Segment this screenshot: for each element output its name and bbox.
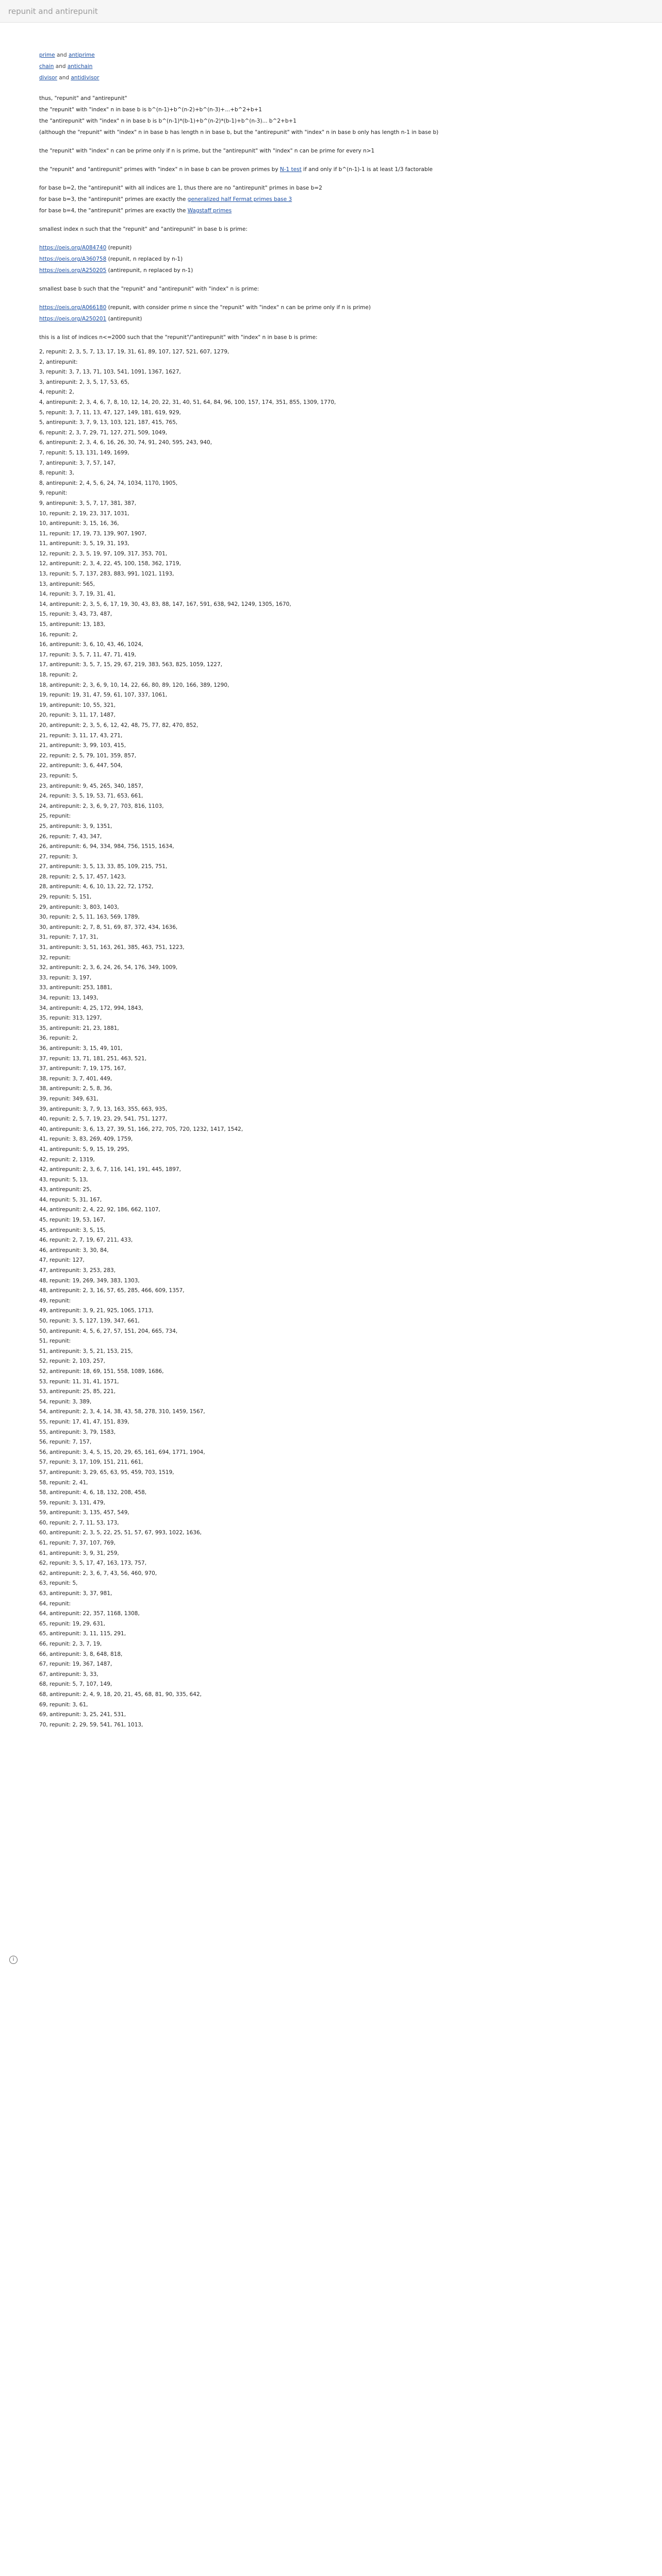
list-item: 16, repunit: 2,	[39, 631, 78, 638]
list-item: 42, repunit: 2, 1319,	[39, 1156, 95, 1163]
list-item: 29, antirepunit: 3, 803, 1403,	[39, 904, 119, 910]
list-item: 44, repunit: 5, 31, 167,	[39, 1196, 102, 1203]
list-item: 31, repunit: 7, 17, 31,	[39, 934, 98, 941]
list-item: 61, antirepunit: 3, 9, 31, 259,	[39, 1550, 119, 1556]
article-body	[39, 23, 632, 1730]
list-item: 29, repunit: 5, 151,	[39, 894, 92, 901]
list-item: 63, repunit: 5,	[39, 1580, 78, 1587]
list-item: 28, antirepunit: 4, 6, 10, 13, 22, 72, 1752,	[39, 884, 154, 890]
list-item: 40, antirepunit: 3, 6, 13, 27, 39, 51, 166, 272, 705, 720, 1232, 1417, 1542,	[39, 1126, 243, 1132]
list-item: 3, repunit: 3, 7, 13, 71, 103, 541, 1091, 1367, 1627,	[39, 369, 181, 376]
pair-line: chain and antichain	[39, 63, 93, 70]
list-item: 34, antirepunit: 4, 25, 172, 994, 1843,	[39, 1005, 143, 1011]
list-item: 8, antirepunit: 2, 4, 5, 6, 24, 74, 1034, 1170, 1905,	[39, 480, 178, 486]
list-item: 24, repunit: 3, 5, 19, 53, 71, 653, 661,	[39, 793, 143, 800]
link-oeis-a360758[interactable]: https://oeis.org/A360758	[39, 256, 107, 262]
list-item: 51, antirepunit: 3, 5, 21, 153, 215,	[39, 1348, 133, 1354]
list-item: 9, repunit:	[39, 490, 68, 497]
list-item: 65, repunit: 19, 29, 631,	[39, 1620, 105, 1627]
prime-note: the "repunit" with "index" n can be prime only if n is prime, but the "antirepunit" with "index" n can be prime for every n>1	[39, 148, 375, 154]
list-item: 53, antirepunit: 25, 85, 221,	[39, 1388, 116, 1395]
list-item: 24, antirepunit: 2, 3, 6, 9, 27, 703, 816, 1103,	[39, 803, 164, 809]
list-item: 4, repunit: 2,	[39, 389, 74, 396]
list-item: 10, antirepunit: 3, 15, 16, 36,	[39, 520, 119, 527]
oeis-line: https://oeis.org/A360758 (repunit, n replaced by n-1)	[39, 256, 183, 262]
list-item: 45, antirepunit: 3, 5, 15,	[39, 1227, 105, 1233]
list-item: 60, antirepunit: 2, 3, 5, 22, 25, 51, 57, 67, 993, 1022, 1636,	[39, 1530, 202, 1536]
list-item: 52, antirepunit: 18, 69, 151, 558, 1089, 1686,	[39, 1368, 164, 1375]
link-antidivisor[interactable]: antidivisor	[71, 75, 100, 81]
list-item: 61, repunit: 7, 37, 107, 769,	[39, 1540, 115, 1547]
list-item: 12, repunit: 2, 3, 5, 19, 97, 109, 317, 353, 701,	[39, 550, 168, 557]
link-half-fermat-primes[interactable]: generalized half Fermat primes base 3	[187, 196, 292, 202]
list-item: 38, antirepunit: 2, 5, 8, 36,	[39, 1086, 112, 1092]
list-item: 6, antirepunit: 2, 3, 4, 6, 16, 26, 30, 74, 91, 240, 595, 243, 940,	[39, 439, 212, 446]
top-bar	[0, 0, 662, 23]
list-item: 13, antirepunit: 565,	[39, 581, 95, 587]
list-item: 7, repunit: 5, 13, 131, 149, 1699,	[39, 449, 129, 456]
list-item: 47, repunit: 127,	[39, 1257, 85, 1264]
link-wagstaff-primes[interactable]: Wagstaff primes	[187, 208, 232, 214]
list-item: 36, antirepunit: 3, 15, 49, 101,	[39, 1045, 123, 1052]
list-item: 50, antirepunit: 4, 5, 6, 27, 57, 151, 204, 665, 734,	[39, 1328, 178, 1334]
list-item: 9, antirepunit: 3, 5, 7, 17, 381, 387,	[39, 500, 137, 506]
oeis-line: https://oeis.org/A250201 (antirepunit)	[39, 316, 142, 322]
list-item: 37, repunit: 13, 71, 181, 251, 463, 521,	[39, 1055, 147, 1062]
list-item: 25, antirepunit: 3, 9, 1351,	[39, 823, 112, 829]
list-item: 41, repunit: 3, 83, 269, 409, 1759,	[39, 1136, 133, 1143]
list-item: 58, repunit: 2, 41,	[39, 1479, 88, 1486]
smallest-index-heading: smallest index n such that the "repunit" and "antirepunit" in base b is prime:	[39, 226, 247, 232]
list-item: 46, repunit: 2, 7, 19, 67, 211, 433,	[39, 1237, 133, 1244]
list-item: 69, antirepunit: 3, 25, 241, 531,	[39, 1711, 126, 1718]
list-item: 59, antirepunit: 3, 135, 457, 549,	[39, 1510, 129, 1516]
list-item: 39, repunit: 349, 631,	[39, 1095, 98, 1102]
list-item: 18, antirepunit: 2, 3, 6, 9, 10, 14, 22, 66, 80, 89, 120, 166, 389, 1290,	[39, 682, 229, 688]
list-item: 41, antirepunit: 5, 9, 15, 19, 295,	[39, 1146, 129, 1153]
list-item: 22, antirepunit: 3, 6, 447, 504,	[39, 762, 123, 769]
list-item: 69, repunit: 3, 61,	[39, 1701, 88, 1708]
link-oeis-a084740[interactable]: https://oeis.org/A084740	[39, 245, 107, 251]
list-item: 70, repunit: 2, 29, 59, 541, 761, 1013,	[39, 1721, 143, 1728]
link-chain[interactable]: chain	[39, 63, 54, 70]
list-item: 42, antirepunit: 2, 3, 6, 7, 116, 141, 191, 445, 1897,	[39, 1166, 181, 1173]
list-item: 48, antirepunit: 2, 3, 16, 57, 65, 285, 466, 609, 1357,	[39, 1287, 185, 1294]
list-heading: this is a list of indices n<=2000 such that the "repunit"/"antirepunit" with "index" n in base b is prime:	[39, 334, 318, 341]
list-item: 15, antirepunit: 13, 183,	[39, 621, 106, 628]
list-item: 17, antirepunit: 3, 5, 7, 15, 29, 67, 219, 383, 563, 825, 1059, 1227,	[39, 662, 223, 668]
list-item: 26, repunit: 7, 43, 347,	[39, 833, 102, 840]
list-item: 66, repunit: 2, 3, 7, 19,	[39, 1641, 102, 1647]
list-item: 32, repunit:	[39, 954, 71, 961]
word-pairs	[39, 49, 632, 83]
link-oeis-a250205[interactable]: https://oeis.org/A250205	[39, 267, 107, 274]
list-item: 22, repunit: 2, 5, 79, 101, 359, 857,	[39, 752, 137, 759]
list-item: 23, repunit: 5,	[39, 772, 78, 779]
list-item: 67, antirepunit: 3, 33,	[39, 1671, 98, 1677]
list-item: 33, antirepunit: 253, 1881,	[39, 985, 112, 991]
list-item: 58, antirepunit: 4, 6, 18, 132, 208, 458,	[39, 1489, 147, 1496]
list-item: 49, antirepunit: 3, 9, 21, 925, 1065, 1713,	[39, 1308, 154, 1314]
list-item: 27, antirepunit: 3, 5, 13, 33, 85, 109, 215, 751,	[39, 863, 168, 870]
list-item: 14, antirepunit: 2, 3, 5, 6, 17, 19, 30, 43, 83, 88, 147, 167, 591, 638, 942, 1249, 1305, 1670,	[39, 601, 291, 607]
prime-index-list	[39, 347, 632, 1730]
link-antichain[interactable]: antichain	[67, 63, 93, 70]
list-item: 40, repunit: 2, 5, 7, 19, 23, 29, 541, 751, 1277,	[39, 1116, 168, 1123]
list-item: 64, repunit:	[39, 1600, 71, 1607]
list-item: 4, antirepunit: 2, 3, 4, 6, 7, 8, 10, 12, 14, 20, 22, 31, 40, 51, 64, 84, 96, 100, 157, 174, 351, 855, 1309, 1770,	[39, 399, 336, 405]
list-item: 52, repunit: 2, 103, 257,	[39, 1358, 105, 1365]
list-item: 36, repunit: 2,	[39, 1035, 78, 1042]
page-title: repunit and antirepunit	[8, 6, 98, 16]
list-item: 5, repunit: 3, 7, 11, 13, 47, 127, 149, 181, 619, 929,	[39, 409, 181, 416]
list-item: 54, repunit: 3, 389,	[39, 1398, 92, 1405]
thus-line: thus, "repunit" and "antirepunit"	[39, 95, 127, 101]
definition-antirepunit: the "antirepunit" with "index" n in base b is b^(n-1)*(b-1)+b^(n-2)*(b-1)+b^(n-3)... b^2+b+1	[39, 118, 297, 124]
list-item: 30, antirepunit: 2, 7, 8, 51, 69, 87, 372, 434, 1636,	[39, 924, 178, 930]
list-item: 35, antirepunit: 21, 23, 1881,	[39, 1025, 119, 1031]
list-item: 64, antirepunit: 22, 357, 1168, 1308,	[39, 1611, 140, 1617]
definition-repunit: the "repunit" with "index" n in base b is b^(n-1)+b^(n-2)+b^(n-3)+...+b^2+b+1	[39, 107, 262, 113]
list-item: 31, antirepunit: 3, 51, 163, 261, 385, 463, 751, 1223,	[39, 944, 185, 951]
list-item: 55, antirepunit: 3, 79, 1583,	[39, 1429, 116, 1435]
oeis-line: https://oeis.org/A066180 (repunit, with consider prime n since the "repunit" with "index" n can be prime only if n is prime)	[39, 304, 371, 311]
list-item: 2, repunit: 2, 3, 5, 7, 13, 17, 19, 31, 61, 89, 107, 127, 521, 607, 1279,	[39, 349, 229, 355]
base3-line: for base b=3, the "antirepunit" primes are exactly the generalized half Fermat primes base 3	[39, 196, 292, 202]
list-item: 39, antirepunit: 3, 7, 9, 13, 163, 355, 663, 935,	[39, 1106, 168, 1112]
link-divisor[interactable]: divisor	[39, 75, 57, 81]
list-item: 7, antirepunit: 3, 7, 57, 147,	[39, 460, 116, 466]
list-item: 15, repunit: 3, 43, 73, 487,	[39, 611, 112, 618]
definition-length-note: (although the "repunit" with "index" n in base b has length n in base b, but the "antirepunit" with "index" n in base b only has length n-1 in base b)	[39, 129, 439, 135]
list-item: 47, antirepunit: 3, 253, 283,	[39, 1267, 116, 1274]
list-item: 32, antirepunit: 2, 3, 6, 24, 26, 54, 176, 349, 1009,	[39, 964, 178, 971]
list-item: 44, antirepunit: 2, 4, 22, 92, 186, 662, 1107,	[39, 1207, 160, 1213]
link-oeis-a250201[interactable]: https://oeis.org/A250201	[39, 316, 107, 322]
list-item: 37, antirepunit: 7, 19, 175, 167,	[39, 1065, 126, 1072]
list-item: 60, repunit: 2, 7, 11, 53, 173,	[39, 1519, 119, 1526]
list-item: 56, repunit: 7, 157,	[39, 1439, 92, 1446]
list-item: 2, antirepunit:	[39, 359, 78, 365]
list-item: 62, repunit: 3, 5, 17, 47, 163, 173, 757,	[39, 1560, 147, 1567]
list-item: 48, repunit: 19, 269, 349, 383, 1303,	[39, 1277, 140, 1284]
list-item: 10, repunit: 2, 19, 23, 317, 1031,	[39, 510, 129, 517]
list-item: 56, antirepunit: 3, 4, 5, 15, 20, 29, 65, 161, 694, 1771, 1904,	[39, 1449, 205, 1455]
list-item: 3, antirepunit: 2, 3, 5, 17, 53, 65,	[39, 379, 129, 385]
list-item: 45, repunit: 19, 53, 167,	[39, 1217, 105, 1224]
list-item: 63, antirepunit: 3, 37, 981,	[39, 1590, 112, 1597]
list-item: 62, antirepunit: 2, 3, 6, 7, 43, 56, 460, 970,	[39, 1570, 157, 1577]
list-item: 57, repunit: 3, 17, 109, 151, 211, 661,	[39, 1459, 143, 1466]
list-item: 34, repunit: 13, 1493,	[39, 995, 98, 1001]
list-item: 67, repunit: 19, 367, 1487,	[39, 1661, 112, 1668]
list-item: 8, repunit: 3,	[39, 470, 74, 477]
list-item: 5, antirepunit: 3, 7, 9, 13, 103, 121, 187, 415, 765,	[39, 419, 178, 426]
link-prime[interactable]: prime	[39, 52, 55, 58]
list-item: 50, repunit: 3, 5, 127, 139, 347, 661,	[39, 1318, 140, 1324]
list-item: 57, antirepunit: 3, 29, 65, 63, 95, 459, 703, 1519,	[39, 1469, 174, 1476]
list-item: 19, repunit: 19, 31, 47, 59, 61, 107, 337, 1061,	[39, 692, 168, 699]
link-oeis-a066180[interactable]: https://oeis.org/A066180	[39, 304, 107, 311]
list-item: 23, antirepunit: 9, 45, 265, 340, 1857,	[39, 783, 143, 789]
list-item: 12, antirepunit: 2, 3, 4, 22, 45, 100, 158, 362, 1719,	[39, 561, 181, 567]
list-item: 54, antirepunit: 2, 3, 4, 14, 38, 43, 58, 278, 310, 1459, 1567,	[39, 1409, 205, 1415]
list-item: 68, antirepunit: 2, 4, 9, 18, 20, 21, 45, 68, 81, 90, 335, 642,	[39, 1691, 202, 1698]
list-item: 14, repunit: 3, 7, 19, 31, 41,	[39, 591, 115, 598]
smallest-base-heading: smallest base b such that the "repunit" and "antirepunit" with "index" n is prime:	[39, 286, 259, 292]
oeis-line: https://oeis.org/A250205 (antirepunit, n replaced by n-1)	[39, 267, 193, 274]
list-item: 66, antirepunit: 3, 8, 648, 818,	[39, 1651, 123, 1657]
list-item: 20, repunit: 3, 11, 17, 1487,	[39, 712, 115, 719]
list-item: 51, repunit:	[39, 1338, 71, 1345]
link-antiprime[interactable]: antiprime	[69, 52, 95, 58]
list-item: 18, repunit: 2,	[39, 672, 78, 678]
list-item: 11, repunit: 17, 19, 73, 139, 907, 1907,	[39, 530, 147, 537]
link-n-1-test[interactable]: N-1 test	[280, 166, 302, 173]
list-item: 27, repunit: 3,	[39, 853, 78, 860]
list-item: 53, repunit: 11, 31, 41, 1571,	[39, 1378, 119, 1385]
list-item: 46, antirepunit: 3, 30, 84,	[39, 1247, 109, 1253]
base2-line: for base b=2, the "antirepunit" with all indices are 1, thus there are no "antirepunit" primes in base b=2	[39, 185, 322, 191]
pair-line: divisor and antidivisor	[39, 75, 100, 81]
list-item: 16, antirepunit: 3, 6, 10, 43, 46, 1024,	[39, 641, 143, 648]
list-item: 11, antirepunit: 3, 5, 19, 31, 193,	[39, 540, 129, 547]
list-item: 21, repunit: 3, 11, 17, 43, 271,	[39, 732, 123, 739]
pair-line: prime and antiprime	[39, 52, 95, 58]
base4-line: for base b=4, the "antirepunit" primes are exactly the Wagstaff primes	[39, 208, 232, 214]
list-item: 19, antirepunit: 10, 55, 321,	[39, 702, 116, 708]
list-item: 43, antirepunit: 25,	[39, 1187, 92, 1193]
list-item: 30, repunit: 2, 5, 11, 163, 569, 1789,	[39, 914, 140, 921]
list-item: 43, repunit: 5, 13,	[39, 1176, 88, 1183]
list-item: 17, repunit: 3, 5, 7, 11, 47, 71, 419,	[39, 651, 137, 658]
info-icon[interactable]: i	[9, 1956, 18, 1964]
list-item: 20, antirepunit: 2, 3, 5, 6, 12, 42, 48, 75, 77, 82, 470, 852,	[39, 722, 198, 728]
list-item: 59, repunit: 3, 131, 479,	[39, 1499, 105, 1506]
list-item: 33, repunit: 3, 197,	[39, 974, 92, 981]
list-item: 28, repunit: 2, 5, 17, 457, 1423,	[39, 873, 126, 880]
list-item: 55, repunit: 17, 41, 47, 151, 839,	[39, 1418, 129, 1425]
list-item: 26, antirepunit: 6, 94, 334, 984, 756, 1515, 1634,	[39, 843, 174, 850]
list-item: 38, repunit: 3, 7, 401, 449,	[39, 1075, 112, 1082]
list-item: 6, repunit: 2, 3, 7, 29, 71, 127, 271, 509, 1049,	[39, 429, 168, 436]
list-item: 68, repunit: 5, 7, 107, 149,	[39, 1681, 112, 1688]
list-item: 49, repunit:	[39, 1297, 71, 1304]
list-item: 13, repunit: 5, 7, 137, 283, 883, 991, 1021, 1193,	[39, 571, 174, 578]
list-item: 35, repunit: 313, 1297,	[39, 1015, 102, 1022]
list-item: 65, antirepunit: 3, 11, 115, 291,	[39, 1631, 126, 1637]
list-item: 25, repunit:	[39, 813, 71, 820]
list-item: 21, antirepunit: 3, 99, 103, 415,	[39, 742, 126, 749]
oeis-line: https://oeis.org/A084740 (repunit)	[39, 245, 132, 251]
proven-line: the "repunit" and "antirepunit" primes with "index" n in base b can be proven primes by N-1 test if and only if b^(n-1)-1 is at least 1/3 factorable	[39, 166, 433, 173]
